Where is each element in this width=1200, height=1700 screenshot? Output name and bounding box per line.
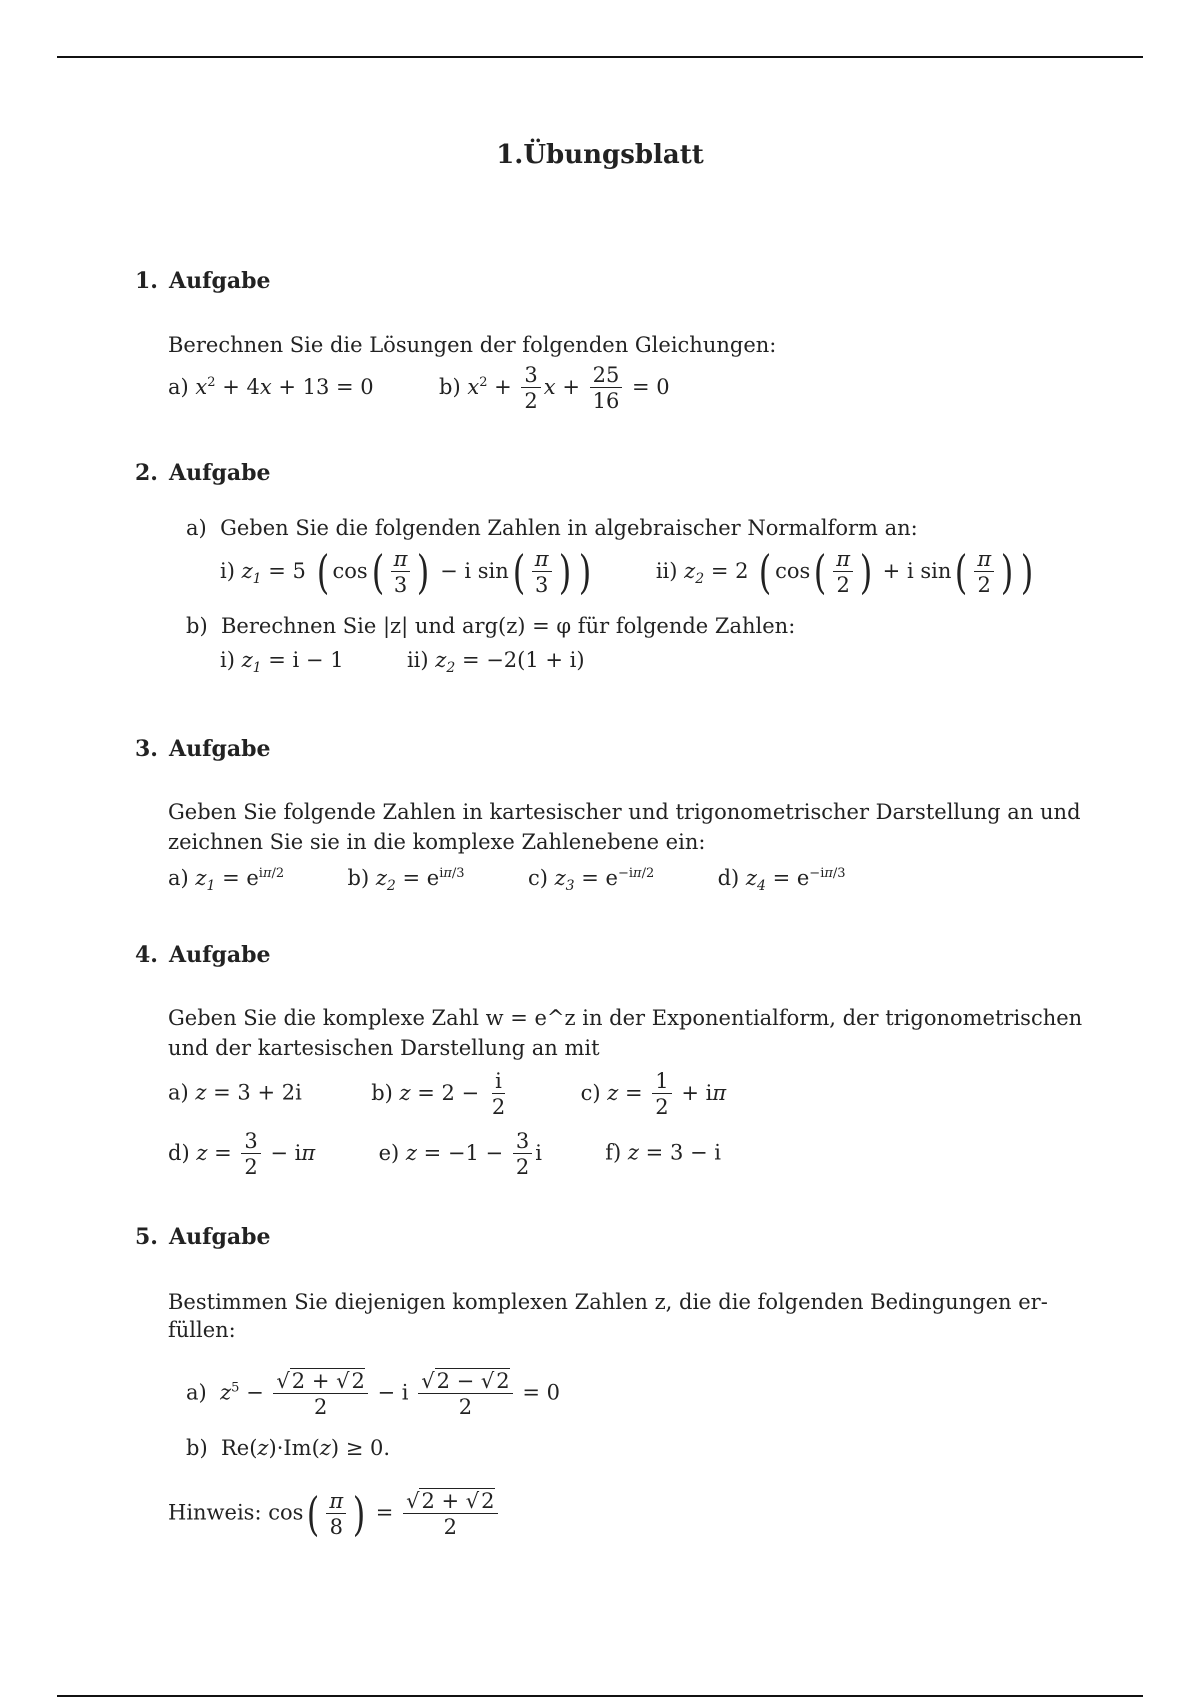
task-1-equations bbox=[168, 364, 670, 412]
eq-4a: a) z = 3 + 2i bbox=[168, 1080, 302, 1105]
task-4-intro-1: Geben Sie die komplexe Zahl w = e^z in der Exponentialform, der trigonometrischen bbox=[168, 1006, 1083, 1030]
task-1-intro: Berechnen Sie die Lösungen der folgenden Gleichungen: bbox=[168, 333, 777, 357]
task-2a-text: a) Geben Sie die folgenden Zahlen in algebraischer Normalform an: bbox=[186, 516, 918, 540]
eq-4b: b) z = 2 − $\frac{i}{2}$ bbox=[371, 1069, 506, 1120]
task-2b-text: b) Berechnen Sie |z| und arg(z) = φ für folgende Zahlen: bbox=[186, 614, 796, 638]
task-5-intro-2: füllen: bbox=[168, 1318, 236, 1342]
task-5-intro-1: Bestimmen Sie diejenigen komplexen Zahlen z, die die folgenden Bedingungen er- bbox=[168, 1290, 1048, 1314]
task-2b-equations bbox=[220, 648, 585, 676]
eq-5b: b) Re(z)·Im(z) ≥ 0. bbox=[186, 1436, 391, 1460]
eq-2b-ii: ii) $z_2 = -2(1 + i)$ bbox=[406, 648, 585, 677]
eq-2b-i: i) $z_1 = i - 1$ bbox=[220, 648, 344, 677]
task-4-equations-row2 bbox=[168, 1130, 721, 1178]
eq-4d: d) z = $\frac{3}{2}$ − iπ bbox=[168, 1129, 316, 1180]
eq-3a: a) $z_1 = e^{i\pi/2}$ bbox=[168, 866, 285, 895]
task-5-heading: 5. Aufgabe bbox=[135, 1224, 271, 1250]
task-4-intro-2: und der kartesischen Darstellung an mit bbox=[168, 1036, 600, 1060]
eq-3d: d) $z_4 = e^{-i\pi/3}$ bbox=[717, 866, 846, 895]
eq-4f: f) z = 3 − i bbox=[605, 1140, 721, 1165]
eq-2a-ii: ii) $z_2 = 2$ ( cos( $\frac{\pi}{2}$ ) + i sin( $\frac{\pi}{2}$ ) ) bbox=[655, 545, 1034, 600]
eq-3b: b) $z_2 = e^{i\pi/3}$ bbox=[347, 866, 465, 895]
task-5-hint: Hinweis: cos( $\frac{\pi}{8}$ ) = $\frac{√2 + √2}{2}$ bbox=[168, 1490, 501, 1538]
task-2a-equations bbox=[220, 545, 1037, 600]
task-4-heading: 4. Aufgabe bbox=[135, 942, 271, 968]
eq-5a: a) $z^5$ − $\frac{√2 + √2}{2}$ − i $\frac{√2 - √2}{2}$ = 0 bbox=[186, 1369, 560, 1420]
task-3-heading: 3. Aufgabe bbox=[135, 736, 271, 762]
page-title: 1.Übungsblatt bbox=[496, 140, 704, 170]
bottom-rule bbox=[57, 1695, 1143, 1697]
eq-1b: b) $x^2$ + $\frac{3}{2}$ x + $\frac{25}{16}$ = 0 bbox=[439, 363, 670, 414]
eq-1a: a) $x^2 + 4x + 13 = 0$ bbox=[168, 374, 374, 399]
task-3-intro-2: zeichnen Sie sie in die komplexe Zahlenebene ein: bbox=[168, 830, 706, 854]
task-3-equations bbox=[168, 866, 846, 894]
eq-2a-i: i) $z_1 = 5$ ( cos( $\frac{\pi}{3}$ ) − i sin( $\frac{\pi}{3}$ ) ) bbox=[220, 545, 591, 600]
eq-4e: e) z = −1 − $\frac{3}{2}$ i bbox=[378, 1129, 542, 1180]
eq-3c: c) $z_3 = e^{-i\pi/2}$ bbox=[527, 866, 655, 895]
task-3-intro-1: Geben Sie folgende Zahlen in kartesischer und trigonometrischer Darstellung an und bbox=[168, 800, 1081, 824]
top-rule bbox=[57, 56, 1143, 58]
task-2-heading: 2. Aufgabe bbox=[135, 460, 271, 486]
task-1-heading: 1. Aufgabe bbox=[135, 268, 271, 294]
eq-4c: c) z = $\frac{1}{2}$ + iπ bbox=[580, 1069, 727, 1120]
task-4-equations-row1 bbox=[168, 1070, 726, 1118]
